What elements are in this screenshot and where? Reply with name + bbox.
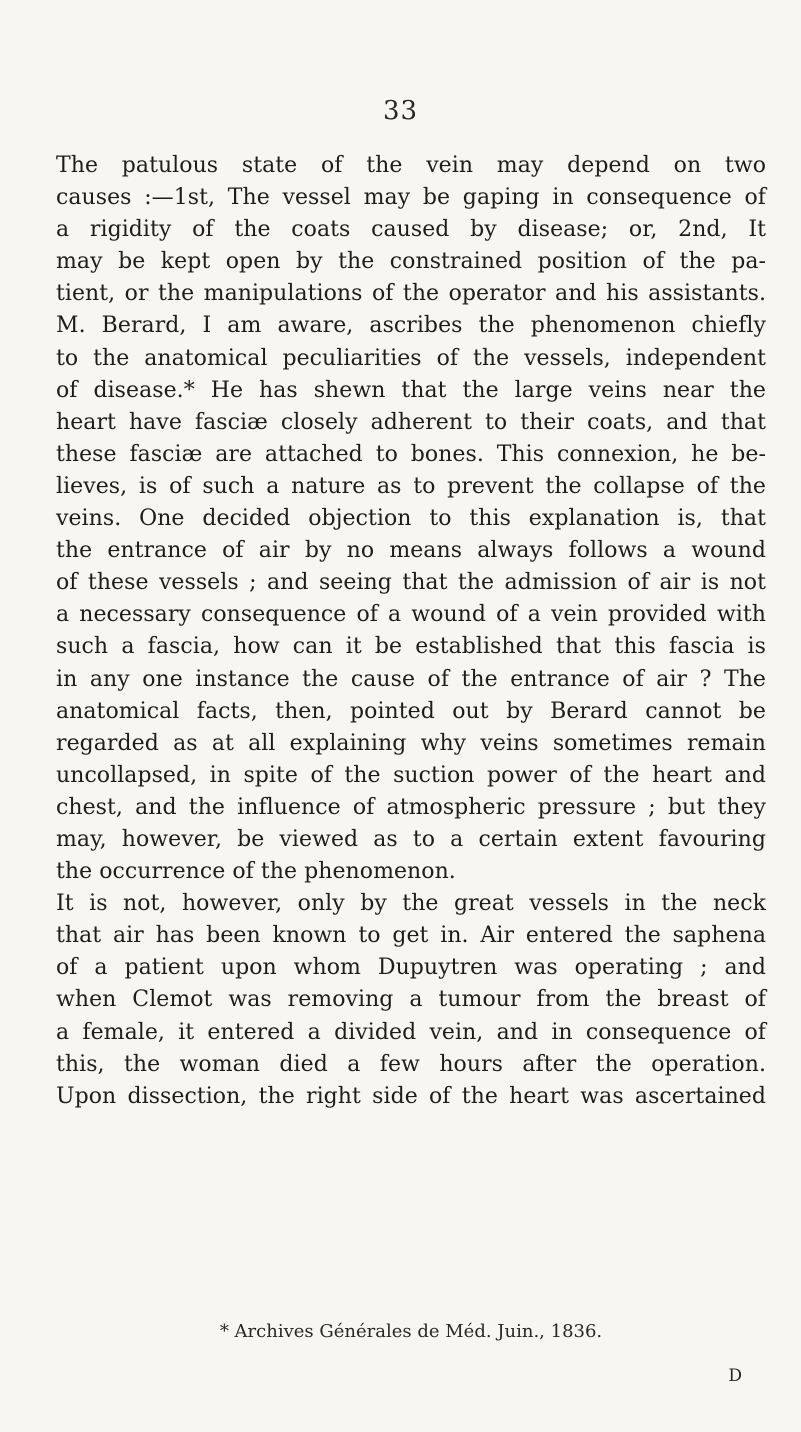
text-line: chest, and the influence of atmospheric pressure ; but they xyxy=(56,794,766,820)
text-line: this, the woman died a few hours after the operation. xyxy=(56,1051,766,1077)
text-line: the entrance of air by no means always follows a wound xyxy=(56,538,766,564)
text-line: lieves, is of such a nature as to prevent the collapse of the xyxy=(56,473,766,499)
text-line: The patulous state of the vein may depend on two xyxy=(56,153,766,178)
text-line: regarded as at all explaining why veins sometimes remain xyxy=(56,730,766,756)
text-line: of these vessels ; and seeing that the admission of air is not xyxy=(56,570,766,596)
text-line: a necessary consequence of a wound of a vein provided with xyxy=(56,602,766,628)
text-line: of a patient upon whom Dupuytren was operating ; and xyxy=(56,955,766,981)
footnote: * Archives Générales de Méd. Juin., 1836. xyxy=(219,1321,603,1342)
text-line: Upon dissection, the right side of the heart was ascertained xyxy=(56,1083,766,1109)
text-line: that air has been known to get in. Air entered the saphena xyxy=(56,923,766,949)
text-line: in any one instance the cause of the entrance of air ? The xyxy=(56,666,766,692)
text-line: uncollapsed, in spite of the suction power of the heart and xyxy=(56,762,766,788)
text-line: may, however, be viewed as to a certain extent favouring xyxy=(56,826,766,852)
text-line: when Clemot was removing a tumour from the breast of xyxy=(56,987,766,1013)
paragraph-2 xyxy=(56,888,766,1113)
text-line: may be kept open by the constrained position of the pa- xyxy=(56,249,766,275)
text-line: anatomical facts, then, pointed out by Berard cannot be xyxy=(56,698,766,724)
text-line: causes :—1st, The vessel may be gaping in consequence of xyxy=(56,185,766,211)
text-line: these fasciæ are attached to bones. This connexion, he be- xyxy=(56,441,766,467)
page-number: 33 xyxy=(382,96,419,126)
text-line: tient, or the manipulations of the operator and his assistants. xyxy=(56,281,766,307)
text-line: veins. One decided objection to this explanation is, that xyxy=(56,506,766,532)
text-line: It is not, however, only by the great vessels in the neck xyxy=(56,891,766,917)
signature-mark: D xyxy=(728,1366,743,1386)
text-line: a female, it entered a divided vein, and in consequence of xyxy=(56,1019,766,1045)
body-text xyxy=(56,150,766,1113)
text-line: the occurrence of the phenomenon. xyxy=(56,859,456,885)
text-line: to the anatomical peculiarities of the vessels, independent xyxy=(56,345,766,371)
text-line: of disease.* He has shewn that the large veins near the xyxy=(56,377,766,403)
text-line: a rigidity of the coats caused by disease; or, 2nd, It xyxy=(56,217,766,243)
paragraph-1 xyxy=(56,150,766,888)
text-line: such a fascia, how can it be established that this fascia is xyxy=(56,634,766,660)
text-line: heart have fasciæ closely adherent to their coats, and that xyxy=(56,409,766,435)
text-line: M. Berard, I am aware, ascribes the phenomenon chiefly xyxy=(56,313,766,339)
